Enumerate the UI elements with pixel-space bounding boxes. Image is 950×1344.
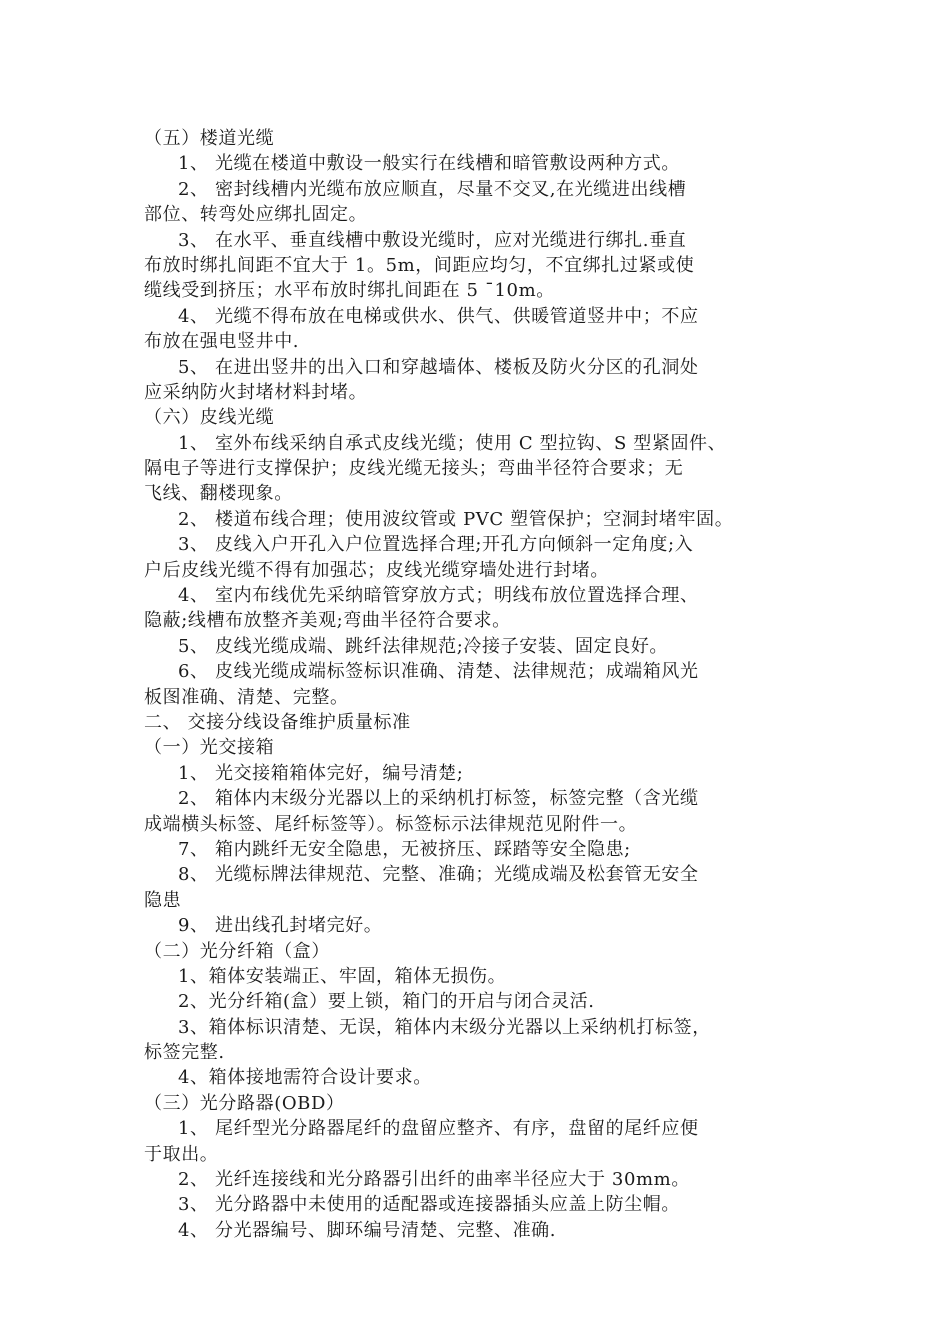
continuation-line: 布放时绑扎间距不宜大于 1。5m，间距应均匀，不宜绑扎过紧或使 (144, 254, 695, 276)
section-heading: 二、 交接分线设备维护质量标准 (144, 711, 411, 733)
list-item-line: 3、 光分路器中未使用的适配器或连接器插头应盖上防尘帽。 (178, 1194, 680, 1216)
continuation-line: 部位、转弯处应绑扎固定。 (144, 204, 368, 226)
list-item-line: 1、 尾纤型光分路器尾纤的盘留应整齐、有序，盘留的尾纤应便 (178, 1118, 699, 1140)
list-item-line: 4、 光缆不得布放在电梯或供水、供气、供暖管道竖井中；不应 (178, 305, 699, 327)
list-item-line: 4、 分光器编号、脚环编号清楚、完整、准确. (178, 1219, 557, 1241)
list-item-line: 4、 室内布线优先采纳暗管穿放方式；明线布放位置选择合理、 (178, 585, 699, 607)
document-body (144, 126, 812, 1243)
list-item-line: 2、 光纤连接线和光分路器引出纤的曲率半径应大于 30mm。 (178, 1169, 690, 1191)
list-item-line: 2、 密封线槽内光缆布放应顺直，尽量不交叉,在光缆进出线槽 (178, 178, 687, 200)
list-item-line: 3、箱体标识清楚、无误，箱体内末级分光器以上采纳机打标签， (178, 1016, 711, 1038)
continuation-line: 成端横头标签、尾纤标签等）。标签标示法律规范见附件一。 (144, 813, 638, 835)
list-item-line: 2、光分纤箱(盒）要上锁，箱门的开启与闭合灵活. (178, 991, 595, 1013)
list-item-line: 9、 进出线孔封堵完好。 (178, 915, 383, 937)
continuation-line: 板图准确、清楚、完整。 (144, 686, 349, 708)
section-heading: （五）楼道光缆 (144, 128, 275, 149)
list-item-line: 1、 室外布线采纳自承式皮线光缆；使用 C 型拉钩、S 型紧固件、 (178, 432, 727, 454)
list-item-line: 2、 楼道布线合理；使用波纹管或 PVC 塑管保护；空洞封堵牢固。 (178, 508, 734, 530)
continuation-line: 隔电子等进行支撑保护；皮线光缆无接头；弯曲半径符合要求；无 (144, 458, 684, 480)
continuation-line: 应采纳防火封堵材料封堵。 (144, 381, 368, 403)
continuation-line: 标签完整. (144, 1042, 225, 1064)
list-item-line: 1、 光交接箱箱体完好，编号清楚; (178, 762, 464, 784)
list-item-line: 5、 皮线光缆成端、跳纤法律规范;冷接子安装、固定良好。 (178, 635, 669, 657)
list-item-line: 3、 皮线入户开孔入户位置选择合理;开孔方向倾斜一定角度;入 (178, 534, 694, 556)
list-item-line: 1、 光缆在楼道中敷设一般实行在线槽和暗管敷设两种方式。 (178, 153, 680, 175)
continuation-line: 隐患 (144, 889, 182, 911)
list-item-line: 1、箱体安装端正、牢固，箱体无损伤。 (178, 965, 507, 987)
continuation-line: 于取出。 (144, 1143, 219, 1165)
continuation-line: 缆线受到挤压；水平布放时绑扎间距在 5 ¯10m。 (144, 280, 555, 302)
continuation-line: 隐蔽;线槽布放整齐美观;弯曲半径符合要求。 (144, 610, 511, 632)
list-item-line: 7、 箱内跳纤无安全隐患，无被挤压、踩踏等安全隐患; (178, 838, 631, 860)
list-item-line: 3、 在水平、垂直线槽中敷设光缆时，应对光缆进行绑扎.垂直 (178, 229, 687, 251)
list-item-line: 8、 光缆标牌法律规范、完整、准确；光缆成端及松套管无安全 (178, 864, 699, 886)
continuation-line: 户后皮线光缆不得有加强芯；皮线光缆穿墙处进行封堵。 (144, 559, 609, 581)
continuation-line: 飞线、翻楼现象。 (144, 483, 293, 505)
section-heading: （二）光分纤箱（盒） (144, 940, 330, 962)
list-item-line: 2、 箱体内末级分光器以上的采纳机打标签，标签完整（含光缆 (178, 788, 699, 810)
list-item-line: 6、 皮线光缆成端标签标识准确、清楚、法律规范；成端箱风光 (178, 661, 699, 683)
section-heading: （三）光分路器(OBD） (144, 1092, 345, 1114)
list-item-line: 5、 在进出竖井的出入口和穿越墙体、楼板及防火分区的孔洞处 (178, 356, 699, 378)
list-item-line: 4、箱体接地需符合设计要求。 (178, 1067, 432, 1089)
continuation-line: 布放在强电竖井中. (144, 331, 300, 353)
section-heading: （一）光交接箱 (144, 737, 275, 759)
section-heading: （六）皮线光缆 (144, 407, 275, 429)
